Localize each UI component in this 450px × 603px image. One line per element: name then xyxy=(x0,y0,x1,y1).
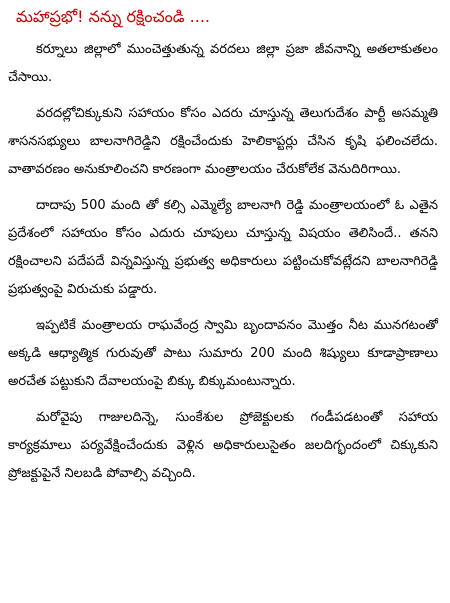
article-paragraph: దాదాపు 500 మంది తో కల్సి ఎమ్మెల్యే బాలనాగి రెడ్డి మంత్రాలయంలో ఓ ఎతైన ప్రదేశంలో సహాయం కోసం ఎదురు చూపులు చూస్తున్న విషయం తెలిసిందే.. తనని రక్షించాలని పదేపదే విన్నవిస్తున్న ప్రభుత్వ అధికారులు పట్టించుకోవట్లేదని బాలనాగిరెడ్డి ప్రభుత్వంపై విరుచుకు పడ్డారు. xyxy=(8,198,438,297)
article-title: మహాప్రభో! నన్ను రక్షించండి .... xyxy=(16,7,210,26)
article-paragraph: కర్నూలు జిల్లాలో ముంచెత్తుతున్న వరదలు జిల్లా ప్రజా జీవనాన్ని అతలాకుతలం చేసాయి. xyxy=(8,42,438,85)
article-paragraph: మరోవైపు గాజులదిన్నె, సుంకేశుల ప్రోజెక్టులకు గండీపడటంతో సహాయ కార్యక్రమాలు పర్యవేక్షించేందుకు వెళ్లిన అధికారులుసైతం జలదిగ్భందంలో చిక్కుకుని ప్రోజక్టుపైనే నిలబడి పోవాల్సి వచ్చింది. xyxy=(8,410,438,481)
article-paragraph: వరదల్లోచిక్కుకుని సహాయం కోసం ఎదరు చూస్తున్న తెలుగుదేశం పార్టీ అసమ్మతి శాసనసభ్యులు బాలనాగిరెడ్డిని రక్షించేందుకు హెలికాప్టర్లు చేసిన కృషి ఫలించలేదు. వాతావరణం అనుకూలించని కారణంగా మంత్రాలయం చేరుకోలేక వెనుదిరిగాయి. xyxy=(8,106,438,177)
article-paragraph: ఇప్పటికే మంత్రాలయ రాఘవేంద్ర స్వామి బృందావనం మొత్తం నీట మునగటంతో అక్కడి ఆధ్యాత్మిక గురువుతో పాటు సుమారు 200 మంది శిష్యులు కూడాప్రాణాలు అరచేత పట్టుకుని దేవాలయంపై బిక్కు బిక్కుమంటున్నారు. xyxy=(8,318,438,389)
